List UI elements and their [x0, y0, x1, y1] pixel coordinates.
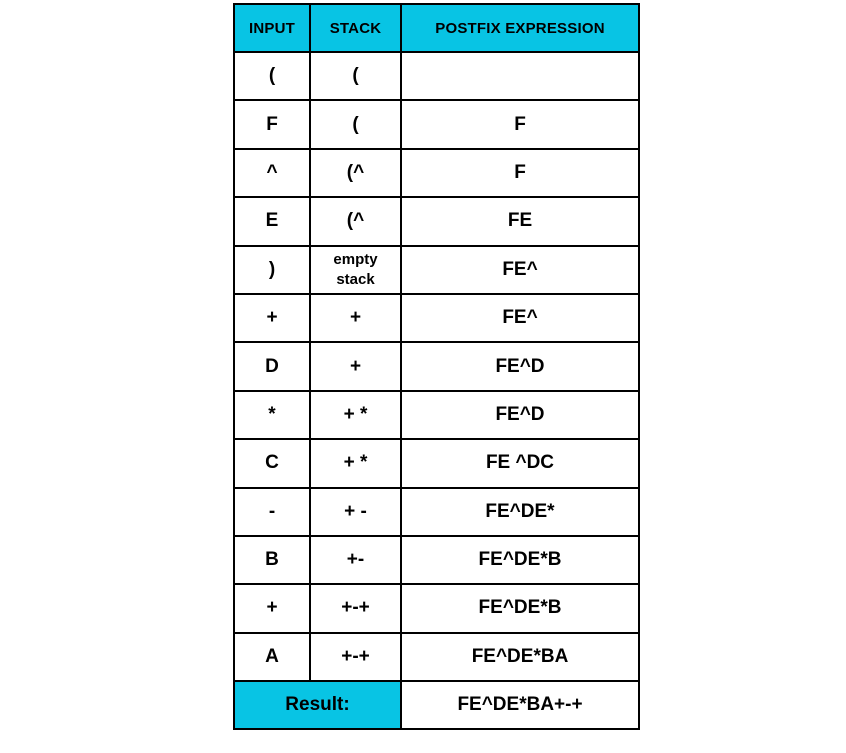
cell-input: D — [234, 342, 310, 390]
cell-postfix: F — [401, 100, 639, 148]
table-row — [234, 149, 639, 197]
header-postfix-expression: POSTFIX EXPRESSION — [401, 4, 639, 52]
cell-stack: + — [310, 294, 401, 342]
table-row — [234, 488, 639, 536]
table-row — [234, 294, 639, 342]
cell-stack: ( — [310, 52, 401, 100]
result-label: Result: — [234, 681, 401, 729]
cell-input: F — [234, 100, 310, 148]
cell-input: * — [234, 391, 310, 439]
cell-postfix: FE ^DC — [401, 439, 639, 487]
cell-input: E — [234, 197, 310, 245]
cell-input: + — [234, 584, 310, 632]
cell-stack: +-+ — [310, 633, 401, 681]
cell-input: A — [234, 633, 310, 681]
cell-stack: + * — [310, 439, 401, 487]
postfix-conversion-table — [233, 3, 640, 730]
cell-postfix: F — [401, 149, 639, 197]
cell-postfix: FE^DE*BA — [401, 633, 639, 681]
table-row — [234, 342, 639, 390]
cell-postfix: FE^ — [401, 246, 639, 294]
result-value: FE^DE*BA+-+ — [401, 681, 639, 729]
cell-postfix: FE^D — [401, 391, 639, 439]
cell-input: ) — [234, 246, 310, 294]
cell-stack: ( — [310, 100, 401, 148]
table-row — [234, 439, 639, 487]
table-row — [234, 100, 639, 148]
cell-stack: + - — [310, 488, 401, 536]
cell-stack: +-+ — [310, 584, 401, 632]
table-row — [234, 391, 639, 439]
cell-stack: (^ — [310, 149, 401, 197]
cell-input: C — [234, 439, 310, 487]
cell-postfix: FE^DE*B — [401, 536, 639, 584]
cell-input: - — [234, 488, 310, 536]
cell-input: B — [234, 536, 310, 584]
cell-stack: +- — [310, 536, 401, 584]
cell-stack-line2: stack — [336, 270, 375, 288]
table-row — [234, 52, 639, 100]
cell-stack: + * — [310, 391, 401, 439]
cell-postfix: FE^D — [401, 342, 639, 390]
cell-input: + — [234, 294, 310, 342]
header-row — [234, 4, 639, 52]
cell-input: ^ — [234, 149, 310, 197]
cell-postfix: FE^ — [401, 294, 639, 342]
cell-postfix: FE^DE*B — [401, 584, 639, 632]
cell-stack: + — [310, 342, 401, 390]
cell-stack: (^ — [310, 197, 401, 245]
table-row — [234, 633, 639, 681]
header-stack: STACK — [310, 4, 401, 52]
table-row — [234, 584, 639, 632]
result-row — [234, 681, 639, 729]
cell-postfix — [401, 52, 639, 100]
cell-stack — [310, 246, 401, 294]
postfix-conversion-table-wrapper — [233, 3, 640, 730]
table-row — [234, 197, 639, 245]
table-row — [234, 246, 639, 294]
table-row — [234, 536, 639, 584]
cell-postfix: FE — [401, 197, 639, 245]
cell-stack-line1: empty — [333, 250, 378, 268]
cell-input: ( — [234, 52, 310, 100]
cell-postfix: FE^DE* — [401, 488, 639, 536]
header-input: INPUT — [234, 4, 310, 52]
